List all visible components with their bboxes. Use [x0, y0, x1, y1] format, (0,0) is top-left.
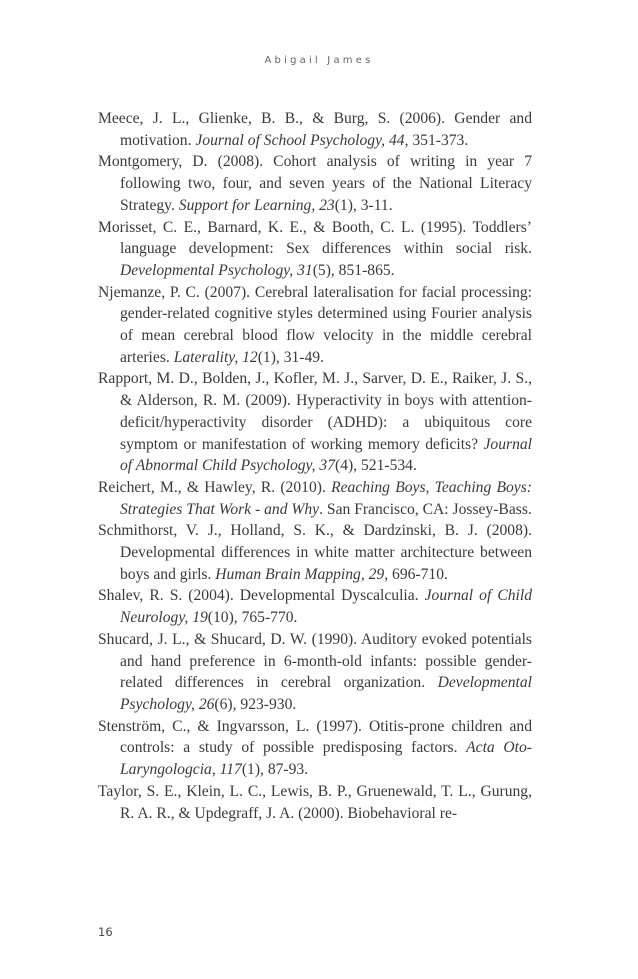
- reference-source-title: Journal of School Psychology, 44: [195, 131, 405, 149]
- reference-entry: [98, 781, 532, 824]
- reference-text: Shucard, J. L., & Shucard, D. W. (1990). Auditory evoked potentials and hand preference in 6-month-old infants: possible gender-related differences in cerebral organization.: [98, 630, 532, 692]
- reference-source-title: Acta Oto-Laryngologcia, 117: [120, 739, 532, 779]
- reference-source-title: Developmental Psychology, 26: [120, 674, 532, 713]
- reference-text: Schmithorst, V. J., Holland, S. K., & Dardzinski, B. J. (2008). Developmental differences in white matter architecture between boys and girls.: [98, 522, 532, 583]
- reference-source-title: Human Brain Mapping, 29: [215, 565, 385, 583]
- reference-text: Meece, J. L., Glienke, B. B., & Burg, S. (2006). Gender and motivation.: [98, 110, 532, 149]
- reference-source-title: Developmental Psychology, 31: [120, 261, 313, 279]
- reference-entry: [98, 151, 532, 216]
- reference-source-title: Laterality, 12: [173, 348, 258, 366]
- running-head: Abigail James: [264, 55, 374, 66]
- reference-text: Rapport, M. D., Bolden, J., Kofler, M. J., Sarver, D. E., Raiker, J. S., & Alderson, R. M. (2009). Hyperactivity in boys with attention-deficit/hyperactivity disorder (ADHD): a ubiquitous core symptom or manifestation of working memory deficits?: [98, 370, 532, 453]
- reference-text: , 351-373.: [404, 131, 469, 149]
- reference-entry: [98, 282, 532, 369]
- reference-entry: [98, 585, 532, 628]
- reference-text: Morisset, C. E., Barnard, K. E., & Booth, C. L. (1995). Toddlers’ language development: Sex differences within social risk.: [98, 218, 532, 258]
- page-number: 16: [98, 925, 113, 939]
- reference-text: (1), 87-93.: [241, 761, 309, 779]
- reference-text: Stenström, C., & Ingvarsson, L. (1997). Otitis-prone children and controls: a study of possible predisposing factors.: [98, 717, 532, 757]
- reference-entry: [98, 108, 532, 151]
- reference-text: Shalev, R. S. (2004). Developmental Dyscalculia.: [98, 587, 425, 605]
- reference-text: (4), 521-534.: [335, 457, 417, 475]
- reference-entry: [98, 629, 532, 716]
- reference-entry: [98, 477, 532, 520]
- reference-text: Taylor, S. E., Klein, L. C., Lewis, B. P., Gruenewald, T. L., Gurung, R. A. R., & Updegraff, J. A. (2000). Biobehavioral re-: [98, 782, 532, 822]
- reference-source-title: Reaching Boys, Teaching Boys: Strategies That Work - and Why: [120, 478, 532, 518]
- reference-source-title: Journal of Abnormal Child Psychology, 37: [120, 435, 532, 475]
- reference-text: (5), 851-865.: [312, 261, 395, 279]
- reference-text: (10), 765-770.: [207, 609, 298, 627]
- reference-text: (1), 31-49.: [257, 348, 324, 366]
- reference-text: . San Francisco, CA: Jossey-Bass.: [319, 500, 532, 518]
- reference-text: , 696-710.: [384, 565, 448, 583]
- reference-source-title: Journal of Child Neurology, 19: [120, 587, 532, 627]
- reference-text: Njemanze, P. C. (2007). Cerebral lateralisation for facial processing: gender-related cognitive styles determined using Fourier analysis of mean cerebral blood flow velocity in the middle cerebral arteries.: [98, 283, 532, 366]
- reference-entry: [98, 716, 532, 781]
- reference-text: (6), 923-930.: [214, 695, 297, 713]
- reference-text: Montgomery, D. (2008). Cohort analysis of writing in year 7 following two, four, and seven years of the National Literacy Strategy.: [98, 153, 532, 214]
- reference-entry: [98, 520, 532, 585]
- reference-source-title: Support for Learning, 23: [178, 196, 335, 214]
- reference-entry: [98, 368, 532, 477]
- reference-text: (1), 3-11.: [334, 196, 393, 214]
- reference-list: [98, 108, 532, 824]
- reference-text: Reichert, M., & Hawley, R. (2010).: [98, 478, 332, 496]
- reference-entry: [98, 217, 532, 282]
